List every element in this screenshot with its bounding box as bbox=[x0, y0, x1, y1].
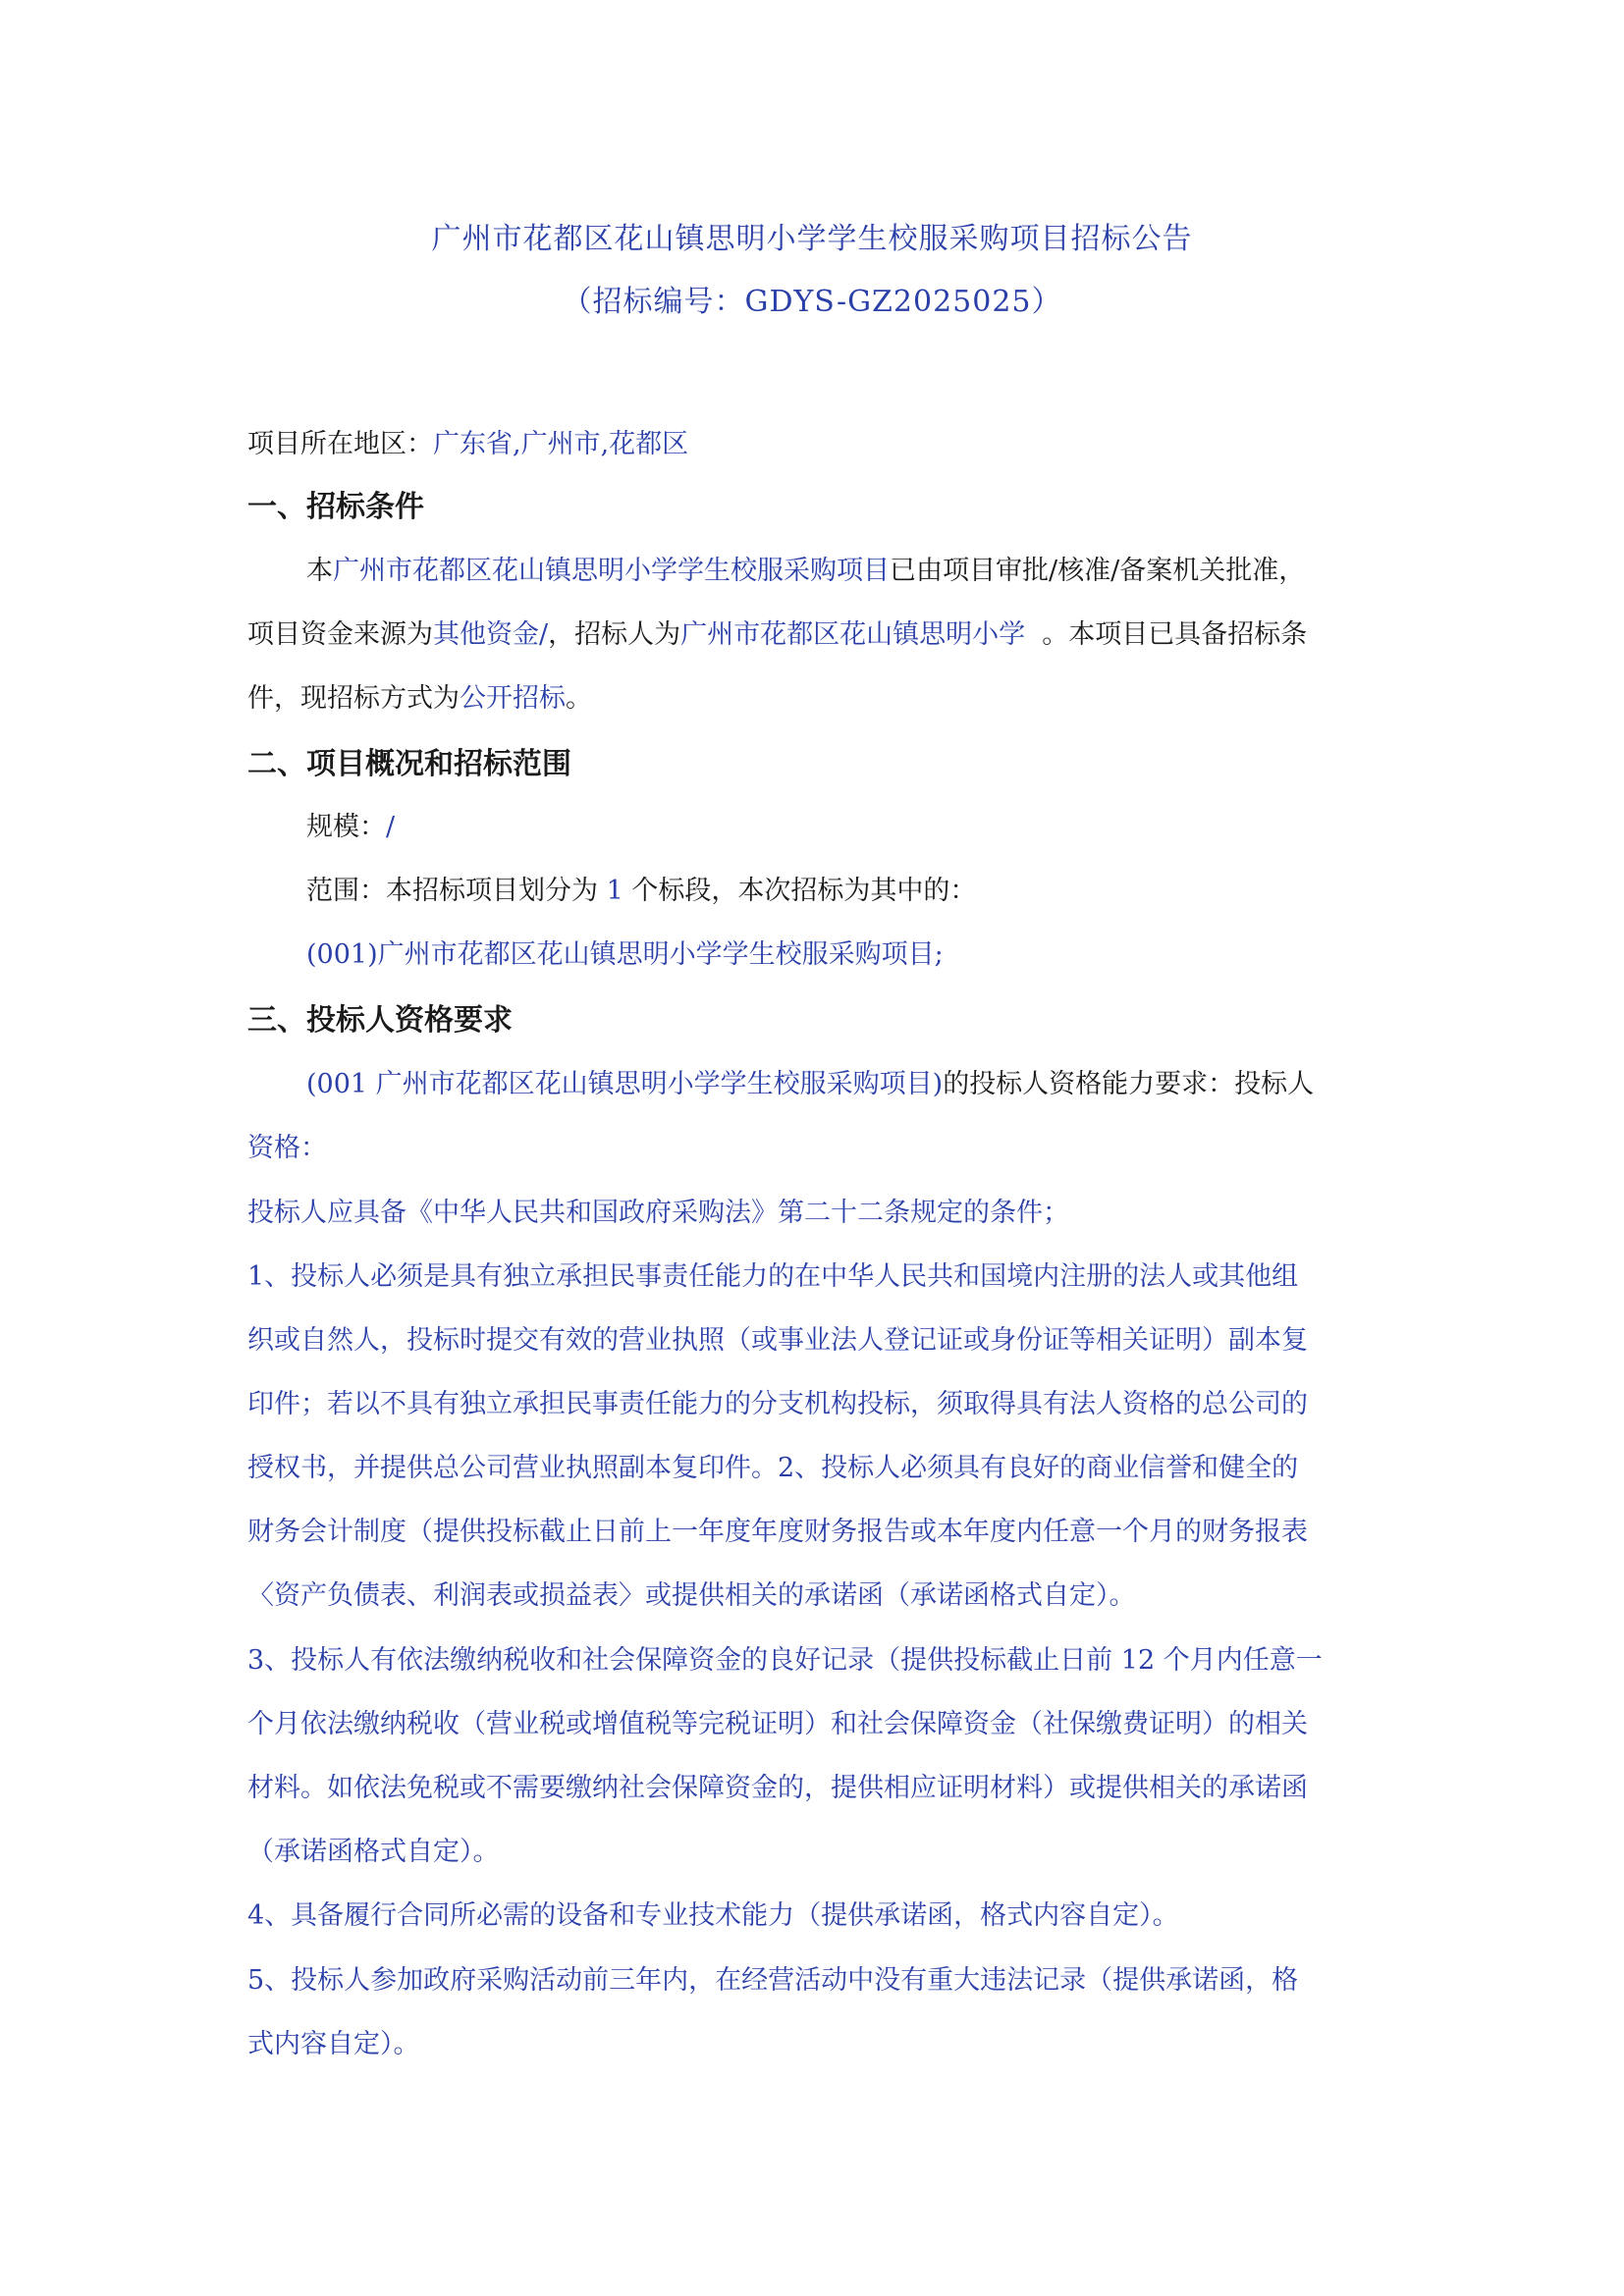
range-count: 1 bbox=[606, 876, 623, 906]
qualification-intro-line-2: 资格： bbox=[247, 1133, 327, 1163]
section-3-heading: 三、投标人资格要求 bbox=[247, 1003, 513, 1038]
s1-method-label: 件，现招标方式为 bbox=[247, 683, 460, 714]
location-label: 项目所在地区： bbox=[247, 429, 433, 459]
section-1-line-1 bbox=[306, 552, 1396, 591]
qualification-lot-name: (001 广州市花都区花山镇思明小学学生校服采购项目) bbox=[306, 1069, 944, 1099]
requirement-line: 4、具备履行合同所必需的设备和专业技术能力（提供承诺函，格式内容自定）。 bbox=[247, 1900, 1179, 1931]
s1-owner-label: ，招标人为 bbox=[548, 619, 681, 650]
requirement-line: 材料。如依法免税或不需要缴纳社会保障资金的，提供相应证明材料）或提供相关的承诺函 bbox=[247, 1773, 1308, 1803]
requirement-line: 投标人应具备《中华人民共和国政府采购法》第二十二条规定的条件； bbox=[247, 1198, 1069, 1228]
s1-text-post: 已由项目审批/核准/备案机关批准， bbox=[890, 556, 1306, 586]
qualification-intro-post: 的投标人资格能力要求：投标人 bbox=[943, 1069, 1315, 1099]
s1-project-name: 广州市花都区花山镇思明小学学生校服采购项目 bbox=[333, 556, 890, 586]
requirement-line: 授权书，并提供总公司营业执照副本复印件。2、投标人必须具有良好的商业信誉和健全的 bbox=[247, 1453, 1299, 1483]
requirement-line: 财务会计制度（提供投标截止日前上一年度年度财务报告或本年度内任意一个月的财务报表 bbox=[247, 1517, 1308, 1547]
s1-owner-value: 广州市花都区花山镇思明小学 bbox=[680, 619, 1026, 650]
s1-text: 本 bbox=[306, 556, 333, 586]
tender-number bbox=[0, 277, 1624, 320]
location-value: 广东省,广州市,花都区 bbox=[433, 429, 689, 459]
s1-fund-value: 其他资金/ bbox=[433, 619, 549, 650]
range-line bbox=[306, 872, 1455, 911]
range-post: 个标段，本次招标为其中的： bbox=[631, 876, 977, 906]
section-1-line-3 bbox=[247, 679, 1396, 719]
scale-value: / bbox=[386, 812, 396, 842]
requirement-line: 式内容自定）。 bbox=[247, 2029, 420, 2059]
requirement-line: 织或自然人，投标时提交有效的营业执照（或事业法人登记证或身份证等相关证明）副本复 bbox=[247, 1325, 1308, 1356]
qualification-intro bbox=[306, 1065, 1455, 1104]
requirement-line: 印件；若以不具有独立承担民事责任能力的分支机构投标，须取得具有法人资格的总公司的 bbox=[247, 1389, 1308, 1419]
range-label: 范围：本招标项目划分为 bbox=[306, 876, 598, 906]
s1-text-tail: 。本项目已具备招标条 bbox=[1042, 619, 1308, 650]
section-1-line-2 bbox=[247, 615, 1396, 655]
section-1-heading: 一、招标条件 bbox=[247, 490, 424, 524]
tender-number-text: （招标编号：GDYS-GZ2025025） bbox=[562, 285, 1062, 319]
scale-line bbox=[306, 808, 1455, 847]
scale-label: 规模： bbox=[306, 812, 386, 842]
document-title: 广州市花都区花山镇思明小学学生校服采购项目招标公告 bbox=[431, 222, 1193, 256]
section-2-heading: 二、项目概况和招标范围 bbox=[247, 747, 571, 781]
requirement-line: （承诺函格式自定）。 bbox=[247, 1837, 500, 1867]
requirement-line: 1、投标人必须是具有独立承担民事责任能力的在中华人民共和国境内注册的法人或其他组 bbox=[247, 1261, 1299, 1292]
s1-method-value: 公开招标 bbox=[460, 683, 566, 714]
s1-period: 。 bbox=[566, 683, 592, 714]
lot-line: (001)广州市花都区花山镇思明小学学生校服采购项目; bbox=[306, 939, 944, 970]
requirement-line: 5、投标人参加政府采购活动前三年内，在经营活动中没有重大违法记录（提供承诺函，格 bbox=[247, 1965, 1299, 1996]
requirement-line: 个月依法缴纳税收（营业税或增值税等完税证明）和社会保障资金（社保缴费证明）的相关 bbox=[247, 1709, 1308, 1739]
s1-fund-label: 项目资金来源为 bbox=[247, 619, 433, 650]
project-location bbox=[247, 425, 1396, 464]
requirement-line: 3、投标人有依法缴纳税收和社会保障资金的良好记录（提供投标截止日前 12 个月内任意一 bbox=[247, 1645, 1323, 1676]
requirement-line: 〈资产负债表、利润表或损益表〉或提供相关的承诺函（承诺函格式自定）。 bbox=[247, 1580, 1136, 1611]
